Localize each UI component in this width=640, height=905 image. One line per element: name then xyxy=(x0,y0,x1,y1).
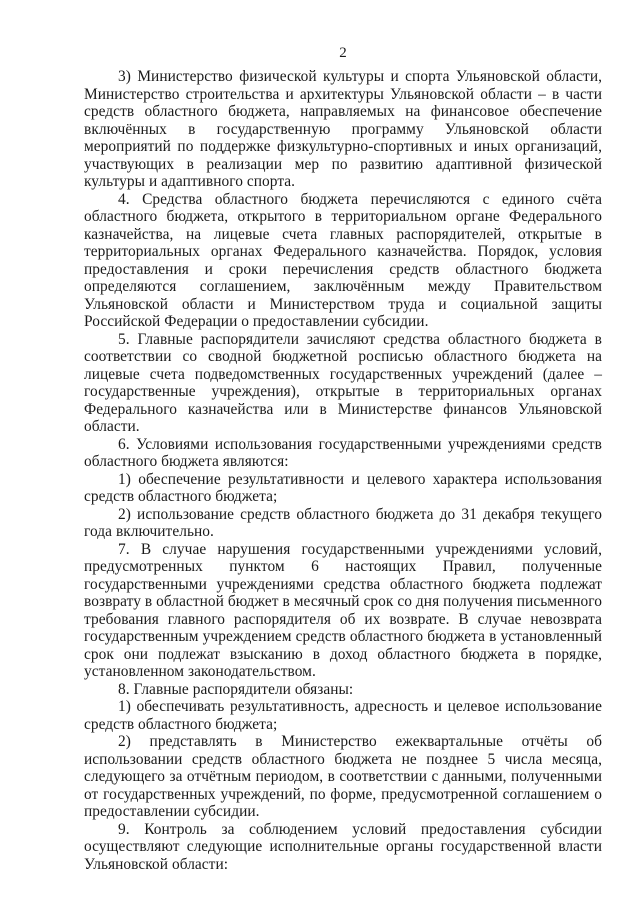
paragraph-section-6: 6. Условиями использования государственными учреждениями средств областного бюджета являются: xyxy=(84,435,602,470)
paragraph-section-6-item-2: 2) использование средств областного бюджета до 31 декабря текущего года включительно. xyxy=(84,505,602,540)
document-page xyxy=(84,44,602,873)
paragraph-section-8-item-2: 2) представлять в Министерство ежеквартальные отчёты об использовании средств областного бюджета не позднее 5 числа месяца, следующего за отчётным периодом, в соответствии с данными, полученными от государственных учреждений, по форме, предусмотренной соглашением о предоставлении субсидии. xyxy=(84,733,602,820)
paragraph-section-8: 8. Главные распорядители обязаны: xyxy=(118,680,354,698)
paragraph-section-6-item-1: 1) обеспечение результативности и целевого характера использования средств областного бюджета; xyxy=(84,470,602,505)
page-number: 2 xyxy=(339,45,347,61)
paragraph-section-8-item-1: 1) обеспечивать результативность, адресность и целевое использование средств областного бюджета; xyxy=(84,698,602,733)
paragraph-section-5: 5. Главные распорядители зачисляют средства областного бюджета в соответствии со сводной бюджетной росписью областного бюджета на лицевые счета подведомственных государственных учреждений (далее – государственные учреждения), открытые в территориальных органах Федерального казначейства или в Министерстве финансов Ульяновской области. xyxy=(84,330,602,435)
paragraph-section-7: 7. В случае нарушения государственными учреждениями условий, предусмотренных пунктом 6 настоящих Правил, полученные государственными учреждениями средства областного бюджета подлежат возврату в областной бюджет в месячный срок со дня получения письменного требования главного распорядителя об их возврате. В случае невозврата государственным учреждением средств областного бюджета в установленный срок они подлежат взысканию в доход областного бюджета в порядке, установленном законодательством. xyxy=(84,540,602,680)
paragraph-item-3: 3) Министерство физической культуры и спорта Ульяновской области, Министерство строительства и архитектуры Ульяновской области – в части средств областного бюджета, направляемых на финансовое обеспечение включённых в государственную программу Ульяновской области мероприятий по поддержке физкультурно-спортивных и иных организаций, участвующих в реализации мер по развитию адаптивной физической культуры и адаптивного спорта. xyxy=(84,68,602,190)
paragraph-section-9: 9. Контроль за соблюдением условий предоставления субсидии осуществляют следующие исполнительные органы государственной власти Ульяновской области: xyxy=(84,820,602,873)
paragraph-section-4: 4. Средства областного бюджета перечисляются с единого счёта областного бюджета, открытого в территориальном органе Федерального казначейства, на лицевые счета главных распорядителей, открытые в территориальных органах Федерального казначейства. Порядок, условия предоставления и сроки перечисления средств областного бюджета определяются соглашением, заключённым между Правительством Ульяновской области и Министерством труда и социальной защиты Российской Федерации о предоставлении субсидии. xyxy=(84,190,602,330)
